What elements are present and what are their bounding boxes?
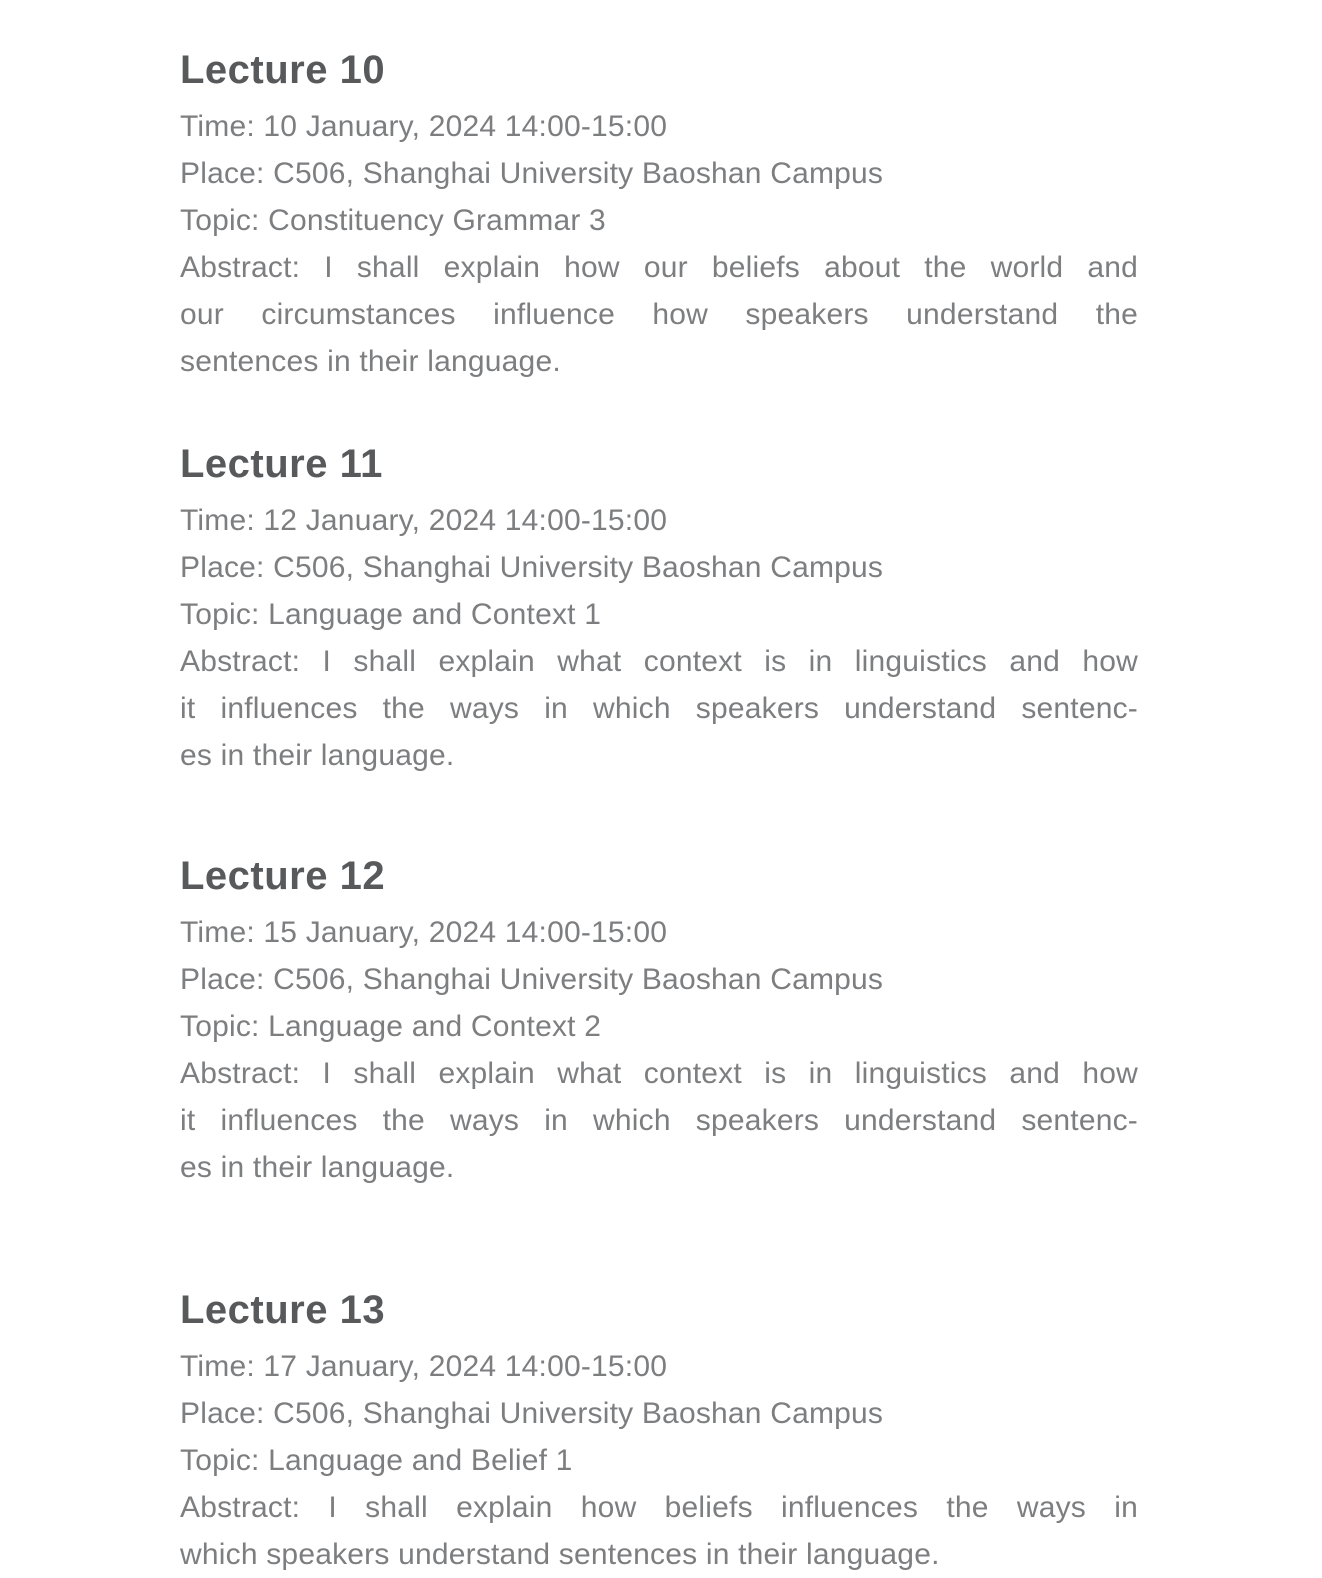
lecture-title: Lecture 12	[180, 854, 386, 898]
lecture-section-10	[180, 45, 1138, 385]
lecture-time: Time: 12 January, 2024 14:00-15:00	[180, 504, 668, 537]
lecture-abstract-line: Abstract: I shall explain what context is in linguistics and how	[180, 645, 1138, 678]
lecture-topic: Topic: Language and Belief 1	[180, 1444, 573, 1477]
lecture-abstract-line: it influences the ways in which speakers understand sentenc-	[180, 692, 1138, 725]
lecture-time: Time: 10 January, 2024 14:00-15:00	[180, 110, 668, 143]
lecture-abstract-line: our circumstances influence how speakers understand the	[180, 298, 1138, 331]
lecture-time: Time: 17 January, 2024 14:00-15:00	[180, 1350, 668, 1383]
lecture-section-12	[180, 851, 1138, 1191]
lecture-place: Place: C506, Shanghai University Baoshan Campus	[180, 1397, 884, 1430]
lecture-place: Place: C506, Shanghai University Baoshan Campus	[180, 157, 884, 190]
lecture-abstract-line: Abstract: I shall explain how our beliefs about the world and	[180, 251, 1138, 284]
lecture-abstract-line: sentences in their language.	[180, 345, 561, 378]
lecture-section-13	[180, 1285, 1138, 1578]
lecture-abstract-line: it influences the ways in which speakers understand sentenc-	[180, 1104, 1138, 1137]
lecture-list	[180, 45, 1138, 1578]
lecture-time: Time: 15 January, 2024 14:00-15:00	[180, 916, 668, 949]
lecture-place: Place: C506, Shanghai University Baoshan Campus	[180, 551, 884, 584]
lecture-title: Lecture 10	[180, 48, 386, 92]
lecture-topic: Topic: Language and Context 2	[180, 1010, 602, 1043]
lecture-place: Place: C506, Shanghai University Baoshan Campus	[180, 963, 884, 996]
lecture-abstract-line: es in their language.	[180, 739, 455, 772]
lecture-topic: Topic: Language and Context 1	[180, 598, 602, 631]
lecture-title: Lecture 11	[180, 442, 383, 486]
lecture-abstract-line: Abstract: I shall explain what context is in linguistics and how	[180, 1057, 1138, 1090]
lecture-abstract-line: es in their language.	[180, 1151, 455, 1184]
lecture-abstract-line: which speakers understand sentences in their language.	[180, 1538, 940, 1571]
lecture-topic: Topic: Constituency Grammar 3	[180, 204, 606, 237]
lecture-title: Lecture 13	[180, 1288, 386, 1332]
lecture-section-11	[180, 439, 1138, 779]
lecture-abstract-line: Abstract: I shall explain how beliefs influences the ways in	[180, 1491, 1138, 1524]
